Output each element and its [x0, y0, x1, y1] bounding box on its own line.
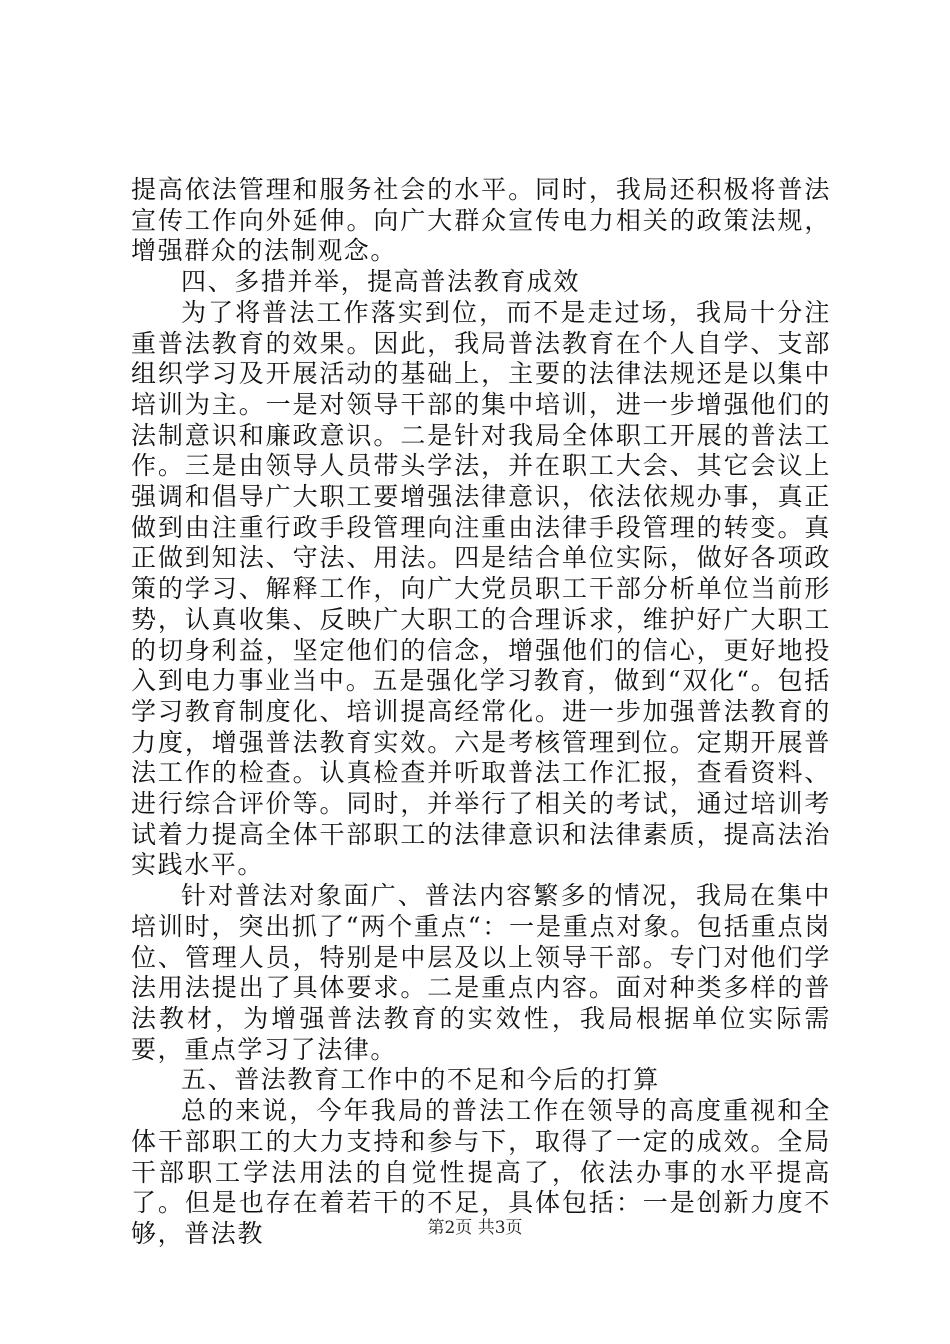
section-heading-four: 四、多措并举，提高普法教育成效: [181, 267, 581, 297]
paragraph-summary: 总的来说，今年我局的普法工作在领导的高度重视和全体干部职工的大力支持和参与下，取得了一定的成效。全局干部职工学法用法的自觉性提高了，依法办事的水平提高了。但是也存在着若干的不足，具体包括：一是创新力度不够，普法教: [131, 1096, 831, 1248]
paragraph-measures: 为了将普法工作落实到位，而不是走过场，我局十分注重普法教育的效果。因此，我局普法教育在个人自学、支部组织学习及开展活动的基础上，主要的法律法规还是以集中培训为主。一是对领导干部的集中培训，进一步增强他们的法制意识和廉政意识。二是针对我局全体职工开展的普法工作。三是由领导人员带头学法，并在职工大会、其它会议上强调和倡导广大职工要增强法律意识，依法依规办事，真正做到由注重行政手段管理向注重由法律手段管理的转变。真正做到知法、守法、用法。四是结合单位实际，做好各项政策的学习、解释工作，向广大党员职工干部分析单位当前形势，认真收集、反映广大职工的合理诉求，维护好广大职工的切身利益，坚定他们的信念，增强他们的信心，更好地投入到电力事业当中。五是强化学习教育，做到“双化“。包括学习教育制度化、培训提高经常化。进一步加强普法教育的力度，增强普法教育实效。六是考核管理到位。定期开展普法工作的检查。认真检查并听取普法工作汇报，查看资料、进行综合评价等。同时，并举行了相关的考试，通过培训考试着力提高全体干部职工的法律意识和法律素质，提高法治实践水平。: [131, 297, 831, 880]
paragraph-continuation: 提高依法管理和服务社会的水平。同时，我局还积极将普法宣传工作向外延伸。向广大群众宣传电力相关的政策法规，增强群众的法制观念。: [131, 175, 831, 266]
paragraph-key-points: 针对普法对象面广、普法内容繁多的情况，我局在集中培训时，突出抓了“两个重点“：一是重点对象。包括重点岗位、管理人员，特别是中层及以上领导干部。专门对他们学法用法提出了具体要求。二是重点内容。面对种类多样的普法教材，为增强普法教育的实效性，我局根据单位实际需要，重点学习了法律。: [131, 881, 831, 1064]
page-footer: 第2页 共3页: [427, 1218, 523, 1238]
document-body: [131, 175, 831, 1250]
section-heading-five: 五、普法教育工作中的不足和今后的打算: [181, 1065, 660, 1095]
